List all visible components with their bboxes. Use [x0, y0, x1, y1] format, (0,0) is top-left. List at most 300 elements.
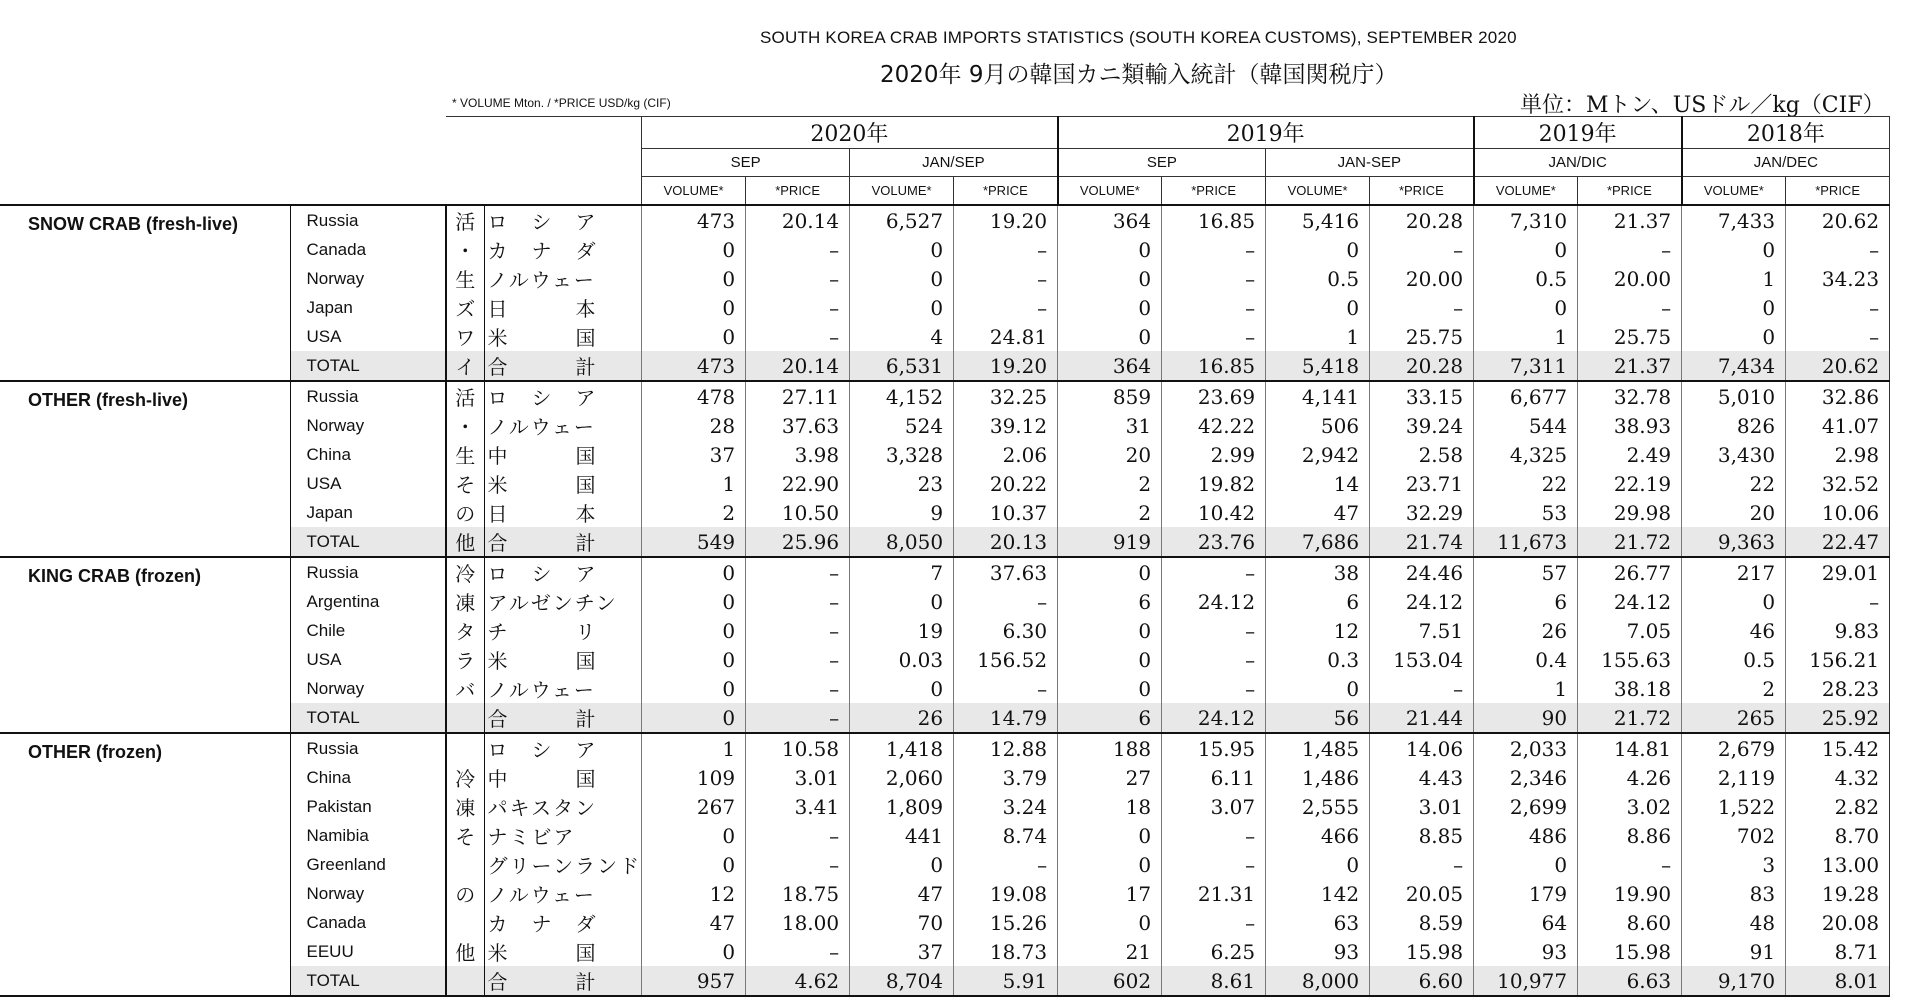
price-cell: 3.01	[746, 763, 850, 792]
country-name: Greenland	[290, 850, 446, 879]
volume-cell: 2,699	[1474, 792, 1578, 821]
volume-cell: 46	[1682, 616, 1786, 645]
price-cell: 37.63	[746, 411, 850, 440]
volume-cell: 37	[642, 440, 746, 469]
year-header-2019-full: 2019年	[1474, 117, 1682, 149]
price-cell: –	[746, 293, 850, 322]
price-cell: 23.69	[1162, 381, 1266, 411]
volume-cell: 0	[1058, 293, 1162, 322]
japanese-category-char: 冷	[446, 763, 484, 792]
price-cell: –	[954, 587, 1058, 616]
volume-cell: 267	[642, 792, 746, 821]
japanese-country-name: 米 国	[487, 326, 598, 350]
volume-cell: 3,328	[850, 440, 954, 469]
price-cell: 153.04	[1370, 645, 1474, 674]
price-cell: 32.25	[954, 381, 1058, 411]
price-cell: 42.22	[1162, 411, 1266, 440]
price-cell: 156.52	[954, 645, 1058, 674]
price-cell: 3.79	[954, 763, 1058, 792]
volume-cell: 2,033	[1474, 733, 1578, 763]
price-cell: 21.72	[1578, 527, 1682, 557]
report-title-english: SOUTH KOREA CRAB IMPORTS STATISTICS (SOUTH KOREA CUSTOMS), SEPTEMBER 2020	[760, 28, 1517, 47]
period-header: JAN/DEC	[1682, 149, 1890, 177]
country-name: Norway	[290, 411, 446, 440]
volume-cell: 957	[642, 966, 746, 996]
price-cell: 22.90	[746, 469, 850, 498]
volume-cell: 5,010	[1682, 381, 1786, 411]
volume-cell: 0	[642, 322, 746, 351]
price-cell: 155.63	[1578, 645, 1682, 674]
japanese-category-char: タ	[446, 616, 484, 645]
japanese-category-char: 生	[446, 264, 484, 293]
price-cell: 34.23	[1786, 264, 1890, 293]
volume-cell: 6,531	[850, 351, 954, 381]
price-cell: 29.01	[1786, 557, 1890, 587]
volume-cell: 6	[1058, 703, 1162, 733]
country-name: Pakistan	[290, 792, 446, 821]
volume-cell: 0	[1058, 821, 1162, 850]
price-column-header: *PRICE	[1786, 177, 1890, 206]
price-cell: 32.78	[1578, 381, 1682, 411]
japanese-category-char: 凍	[446, 792, 484, 821]
price-cell: 10.42	[1162, 498, 1266, 527]
volume-cell: 12	[1266, 616, 1370, 645]
volume-cell: 4,152	[850, 381, 954, 411]
volume-cell: 0	[850, 850, 954, 879]
price-cell: 6.25	[1162, 937, 1266, 966]
japanese-category-char: イ	[446, 351, 484, 381]
price-cell: 20.00	[1370, 264, 1474, 293]
price-cell: –	[1578, 293, 1682, 322]
price-cell: 19.90	[1578, 879, 1682, 908]
price-cell: 15.26	[954, 908, 1058, 937]
price-cell: 21.72	[1578, 703, 1682, 733]
japanese-country-name: カ ナ ダ	[487, 912, 598, 936]
price-cell: 15.98	[1578, 937, 1682, 966]
japanese-country-name: チ リ	[487, 620, 598, 644]
price-cell: –	[1786, 235, 1890, 264]
price-cell: 26.77	[1578, 557, 1682, 587]
price-cell: –	[746, 821, 850, 850]
price-cell: 32.86	[1786, 381, 1890, 411]
period-header: SEP	[642, 149, 850, 177]
volume-cell: 0	[642, 587, 746, 616]
japanese-category-char: 他	[446, 937, 484, 966]
units-label-japanese: 単位：Mトン、USドル／kg（CIF）	[1520, 93, 1885, 118]
price-cell: –	[1162, 908, 1266, 937]
price-cell: 20.05	[1370, 879, 1474, 908]
price-cell: –	[746, 850, 850, 879]
japanese-category-char: の	[446, 498, 484, 527]
volume-cell: 0.5	[1682, 645, 1786, 674]
price-cell: 2.98	[1786, 440, 1890, 469]
country-name: USA	[290, 322, 446, 351]
japanese-category-char	[446, 703, 484, 733]
price-cell: 19.20	[954, 205, 1058, 235]
volume-cell: 10,977	[1474, 966, 1578, 996]
volume-cell: 48	[1682, 908, 1786, 937]
country-name: China	[290, 440, 446, 469]
table-row	[0, 205, 1890, 235]
volume-cell: 63	[1266, 908, 1370, 937]
volume-cell: 0	[1474, 850, 1578, 879]
price-cell: 6.63	[1578, 966, 1682, 996]
price-cell: –	[746, 587, 850, 616]
price-cell: 2.99	[1162, 440, 1266, 469]
price-cell: –	[746, 645, 850, 674]
volume-cell: 0	[1058, 557, 1162, 587]
volume-cell: 7,686	[1266, 527, 1370, 557]
volume-cell: 2,119	[1682, 763, 1786, 792]
country-name: Japan	[290, 293, 446, 322]
volume-cell: 0	[642, 674, 746, 703]
price-cell: 22.19	[1578, 469, 1682, 498]
volume-cell: 26	[1474, 616, 1578, 645]
japanese-country-name: ロ シ ア	[484, 205, 642, 235]
price-cell: –	[1578, 850, 1682, 879]
japanese-country-name: 日 本	[487, 297, 598, 321]
volume-cell: 859	[1058, 381, 1162, 411]
price-cell: –	[1162, 674, 1266, 703]
price-cell: 2.82	[1786, 792, 1890, 821]
table-row	[0, 733, 1890, 763]
country-name: Canada	[290, 908, 446, 937]
price-cell: 39.12	[954, 411, 1058, 440]
volume-cell: 2	[1682, 674, 1786, 703]
price-cell: –	[1162, 821, 1266, 850]
price-cell: 7.51	[1370, 616, 1474, 645]
price-cell: 15.42	[1786, 733, 1890, 763]
price-cell: 18.75	[746, 879, 850, 908]
country-name: TOTAL	[290, 351, 446, 381]
price-cell: 29.98	[1578, 498, 1682, 527]
volume-cell: 0	[1474, 293, 1578, 322]
japanese-country-name: カ ナ ダ	[487, 239, 598, 263]
price-cell: 20.14	[746, 205, 850, 235]
price-cell: –	[746, 557, 850, 587]
japanese-country-name: 日 本	[487, 502, 598, 526]
price-cell: 8.59	[1370, 908, 1474, 937]
volume-cell: 0	[642, 937, 746, 966]
crab-imports-table	[0, 116, 1890, 997]
price-cell: –	[1162, 235, 1266, 264]
price-cell: 19.08	[954, 879, 1058, 908]
price-cell: 8.01	[1786, 966, 1890, 996]
volume-cell: 506	[1266, 411, 1370, 440]
volume-cell: 0	[1058, 674, 1162, 703]
japanese-category-char	[446, 966, 484, 996]
price-cell: 2.06	[954, 440, 1058, 469]
price-cell: 20.28	[1370, 205, 1474, 235]
price-cell: 19.28	[1786, 879, 1890, 908]
volume-cell: 4,325	[1474, 440, 1578, 469]
japanese-category-char: ・	[446, 235, 484, 264]
volume-cell: 486	[1474, 821, 1578, 850]
price-cell: 19.82	[1162, 469, 1266, 498]
volume-cell: 544	[1474, 411, 1578, 440]
price-column-header: *PRICE	[1162, 177, 1266, 206]
price-cell: 21.31	[1162, 879, 1266, 908]
volume-cell: 2	[1058, 498, 1162, 527]
price-cell: 2.49	[1578, 440, 1682, 469]
price-cell: 25.75	[1578, 322, 1682, 351]
volume-column-header: VOLUME*	[1474, 177, 1578, 206]
country-name: TOTAL	[290, 527, 446, 557]
japanese-country-name: アルゼンチン	[487, 591, 618, 615]
price-cell: 14.79	[954, 703, 1058, 733]
price-cell: 8.74	[954, 821, 1058, 850]
country-name: Canada	[290, 235, 446, 264]
volume-cell: 0	[1682, 587, 1786, 616]
price-cell: 8.85	[1370, 821, 1474, 850]
volume-cell: 8,000	[1266, 966, 1370, 996]
volume-cell: 473	[642, 205, 746, 235]
japanese-country-name: パキスタン	[487, 796, 598, 820]
volume-cell: 6	[1058, 587, 1162, 616]
year-header-2020: 2020年	[642, 117, 1058, 149]
volume-cell: 0	[850, 587, 954, 616]
period-header: JAN/SEP	[850, 149, 1058, 177]
volume-column-header: VOLUME*	[642, 177, 746, 206]
japanese-country-name: ノルウェー	[487, 415, 596, 439]
price-cell: 21.44	[1370, 703, 1474, 733]
volume-cell: 179	[1474, 879, 1578, 908]
price-cell: –	[1162, 645, 1266, 674]
price-column-header: *PRICE	[1370, 177, 1474, 206]
volume-cell: 0	[642, 703, 746, 733]
price-cell: 3.02	[1578, 792, 1682, 821]
volume-cell: 0	[850, 674, 954, 703]
volume-cell: 0	[1058, 645, 1162, 674]
volume-cell: 22	[1682, 469, 1786, 498]
price-cell: 24.12	[1162, 703, 1266, 733]
country-name: EEUU	[290, 937, 446, 966]
volume-cell: 9	[850, 498, 954, 527]
price-cell: –	[746, 616, 850, 645]
japanese-category-char: 活	[446, 205, 484, 235]
price-cell: 25.75	[1370, 322, 1474, 351]
country-name: Namibia	[290, 821, 446, 850]
volume-cell: 549	[642, 527, 746, 557]
period-header: SEP	[1058, 149, 1266, 177]
price-cell: –	[746, 703, 850, 733]
price-cell: 8.61	[1162, 966, 1266, 996]
volume-cell: 1	[642, 733, 746, 763]
price-cell: 4.62	[746, 966, 850, 996]
price-column-header: *PRICE	[746, 177, 850, 206]
price-cell: 15.95	[1162, 733, 1266, 763]
volume-cell: 5,416	[1266, 205, 1370, 235]
volume-cell: 6,527	[850, 205, 954, 235]
volume-cell: 0.3	[1266, 645, 1370, 674]
price-column-header: *PRICE	[1578, 177, 1682, 206]
price-cell: 20.08	[1786, 908, 1890, 937]
country-name: Norway	[290, 674, 446, 703]
country-name: Russia	[290, 205, 446, 235]
price-cell: 16.85	[1162, 351, 1266, 381]
japanese-country-name: 中 国	[487, 767, 598, 791]
price-cell: 10.58	[746, 733, 850, 763]
volume-cell: 47	[1266, 498, 1370, 527]
volume-cell: 26	[850, 703, 954, 733]
japanese-country-name: グリーンランド	[487, 854, 642, 878]
volume-cell: 466	[1266, 821, 1370, 850]
volume-cell: 37	[850, 937, 954, 966]
price-cell: 24.12	[1162, 587, 1266, 616]
volume-cell: 0.03	[850, 645, 954, 674]
price-cell: 38.18	[1578, 674, 1682, 703]
japanese-country-name: 合 計	[484, 966, 642, 996]
volume-cell: 1	[642, 469, 746, 498]
period-header: JAN/DIC	[1474, 149, 1682, 177]
japanese-category-char	[446, 850, 484, 879]
category-label: OTHER (frozen)	[0, 733, 290, 996]
volume-cell: 91	[1682, 937, 1786, 966]
volume-cell: 0	[1266, 674, 1370, 703]
price-cell: 3.01	[1370, 792, 1474, 821]
japanese-country-name: 米 国	[487, 649, 598, 673]
category-label: KING CRAB (frozen)	[0, 557, 290, 733]
volume-cell: 0.4	[1474, 645, 1578, 674]
price-cell: 20.13	[954, 527, 1058, 557]
price-cell: 14.81	[1578, 733, 1682, 763]
volume-cell: 441	[850, 821, 954, 850]
units-note: * VOLUME Mton. / *PRICE USD/kg (CIF)	[452, 96, 671, 110]
price-cell: 7.05	[1578, 616, 1682, 645]
price-cell: 32.52	[1786, 469, 1890, 498]
price-cell: 27.11	[746, 381, 850, 411]
volume-cell: 2,942	[1266, 440, 1370, 469]
volume-cell: 1,809	[850, 792, 954, 821]
price-cell: 4.43	[1370, 763, 1474, 792]
volume-cell: 90	[1474, 703, 1578, 733]
volume-cell: 1,486	[1266, 763, 1370, 792]
volume-cell: 3,430	[1682, 440, 1786, 469]
volume-cell: 188	[1058, 733, 1162, 763]
volume-cell: 83	[1682, 879, 1786, 908]
table-row	[0, 381, 1890, 411]
volume-cell: 7	[850, 557, 954, 587]
price-cell: 3.24	[954, 792, 1058, 821]
volume-cell: 0	[850, 264, 954, 293]
price-cell: –	[954, 293, 1058, 322]
volume-cell: 38	[1266, 557, 1370, 587]
volume-cell: 12	[642, 879, 746, 908]
price-cell: 10.06	[1786, 498, 1890, 527]
volume-cell: 826	[1682, 411, 1786, 440]
volume-cell: 0	[642, 645, 746, 674]
japanese-category-char: 凍	[446, 587, 484, 616]
volume-cell: 70	[850, 908, 954, 937]
year-header-2019: 2019年	[1058, 117, 1474, 149]
volume-cell: 0	[642, 235, 746, 264]
volume-cell: 2,679	[1682, 733, 1786, 763]
volume-column-header: VOLUME*	[850, 177, 954, 206]
price-cell: 25.96	[746, 527, 850, 557]
price-cell: 24.12	[1370, 587, 1474, 616]
japanese-category-char	[446, 908, 484, 937]
volume-cell: 57	[1474, 557, 1578, 587]
volume-cell: 0	[1682, 322, 1786, 351]
volume-cell: 109	[642, 763, 746, 792]
volume-cell: 0	[642, 264, 746, 293]
volume-cell: 1	[1474, 322, 1578, 351]
volume-cell: 0.5	[1474, 264, 1578, 293]
japanese-country-name: 合 計	[484, 527, 642, 557]
price-cell: 20.22	[954, 469, 1058, 498]
japanese-country-name: ノルウェー	[487, 678, 596, 702]
volume-cell: 142	[1266, 879, 1370, 908]
volume-cell: 4,141	[1266, 381, 1370, 411]
price-cell: 13.00	[1786, 850, 1890, 879]
price-cell: –	[1162, 850, 1266, 879]
volume-column-header: VOLUME*	[1058, 177, 1162, 206]
volume-cell: 8,704	[850, 966, 954, 996]
price-cell: 32.29	[1370, 498, 1474, 527]
price-cell: 12.88	[954, 733, 1058, 763]
price-cell: 18.73	[954, 937, 1058, 966]
volume-cell: 7,433	[1682, 205, 1786, 235]
price-cell: –	[954, 850, 1058, 879]
volume-cell: 5,418	[1266, 351, 1370, 381]
period-header: JAN-SEP	[1266, 149, 1474, 177]
volume-cell: 919	[1058, 527, 1162, 557]
price-cell: –	[954, 674, 1058, 703]
country-name: Russia	[290, 557, 446, 587]
price-cell: 3.41	[746, 792, 850, 821]
price-cell: 18.00	[746, 908, 850, 937]
japanese-country-name: 合 計	[484, 351, 642, 381]
price-cell: 21.37	[1578, 205, 1682, 235]
japanese-country-name: 中 国	[487, 444, 598, 468]
japanese-category-char: 活	[446, 381, 484, 411]
price-cell: 21.37	[1578, 351, 1682, 381]
country-name: Norway	[290, 879, 446, 908]
country-name: China	[290, 763, 446, 792]
volume-cell: 0	[642, 850, 746, 879]
japanese-country-name: ノルウェー	[487, 268, 596, 292]
price-cell: 8.71	[1786, 937, 1890, 966]
price-cell: 2.58	[1370, 440, 1474, 469]
category-label: OTHER (fresh-live)	[0, 381, 290, 557]
japanese-country-name: ロ シ ア	[484, 733, 642, 763]
volume-cell: 217	[1682, 557, 1786, 587]
volume-cell: 11,673	[1474, 527, 1578, 557]
volume-cell: 1,485	[1266, 733, 1370, 763]
price-cell: –	[1162, 557, 1266, 587]
volume-cell: 21	[1058, 937, 1162, 966]
volume-cell: 4	[850, 322, 954, 351]
price-cell: 10.50	[746, 498, 850, 527]
price-cell: –	[1578, 235, 1682, 264]
japanese-country-name: 米 国	[487, 473, 598, 497]
japanese-country-name: ノルウェー	[487, 883, 596, 907]
price-cell: 20.62	[1786, 351, 1890, 381]
price-cell: 24.81	[954, 322, 1058, 351]
price-cell: 20.00	[1578, 264, 1682, 293]
volume-cell: 1	[1266, 322, 1370, 351]
price-cell: 5.91	[954, 966, 1058, 996]
price-cell: –	[1786, 322, 1890, 351]
japanese-category-char: 冷	[446, 557, 484, 587]
price-cell: –	[746, 937, 850, 966]
volume-cell: 0	[1266, 293, 1370, 322]
country-name: Argentina	[290, 587, 446, 616]
volume-cell: 31	[1058, 411, 1162, 440]
country-name: TOTAL	[290, 703, 446, 733]
volume-column-header: VOLUME*	[1682, 177, 1786, 206]
volume-cell: 6	[1474, 587, 1578, 616]
